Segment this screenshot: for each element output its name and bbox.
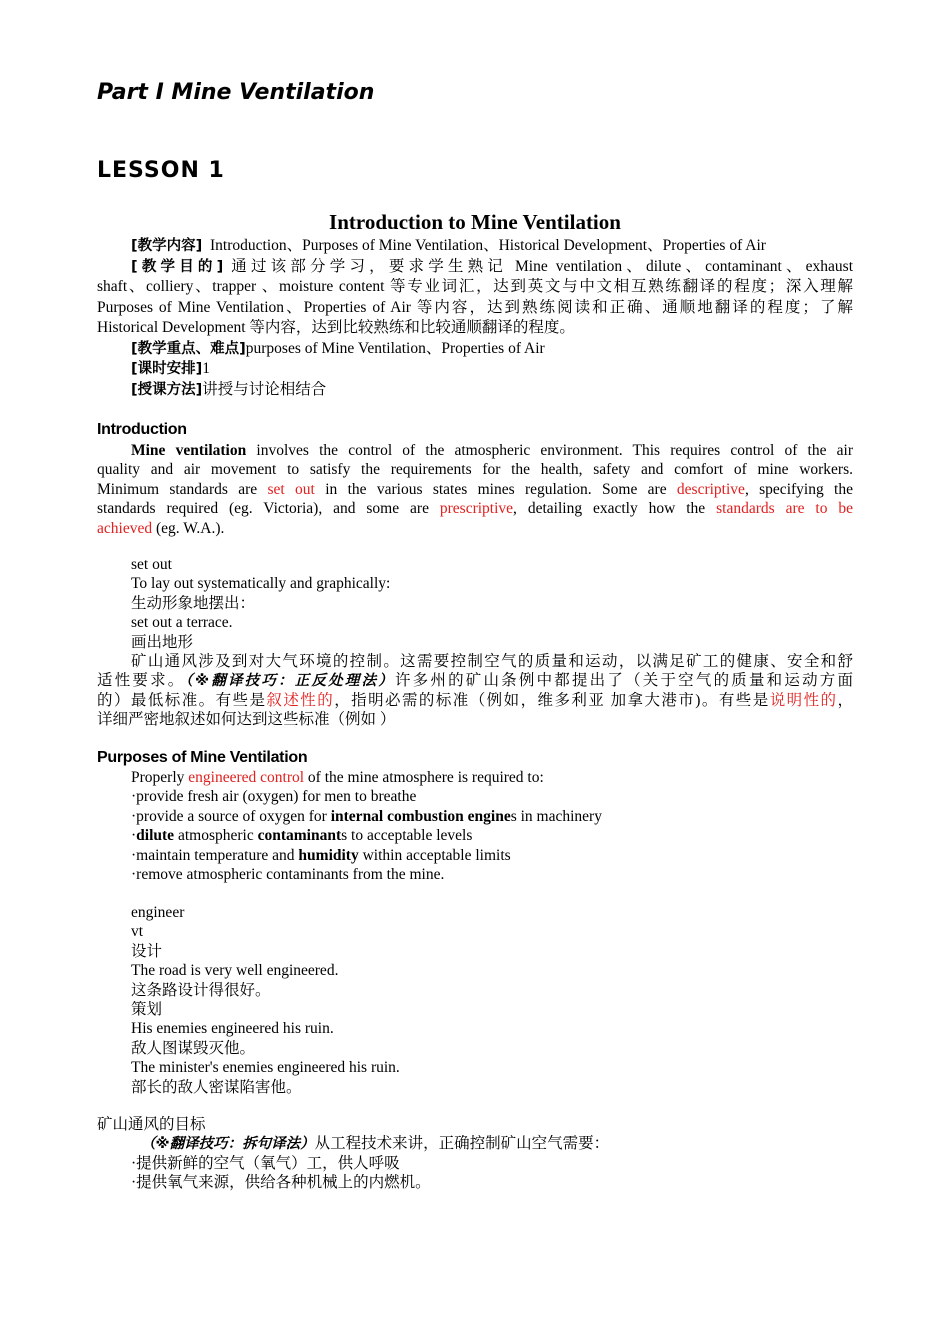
purpose-bullet xyxy=(97,846,853,866)
meta-hours-line xyxy=(97,359,853,380)
term-set-out: set out xyxy=(267,480,315,498)
cn-line-3 xyxy=(97,691,853,710)
intro-chinese-translation xyxy=(97,652,853,730)
vocab-line: 画出地形 xyxy=(131,633,194,651)
purposes-chinese-translation xyxy=(97,1115,853,1193)
vocab-line: 敌人图谋毁灭他。 xyxy=(131,1039,256,1057)
meta-hours-label: [课时安排] xyxy=(131,361,203,377)
cn-line-2 xyxy=(97,671,853,690)
intro-para-line-1 xyxy=(97,441,853,461)
cn-text-2b: 许多州的矿山条例中都提出了（关于空气的质量和运动方面 xyxy=(394,672,853,690)
vocab-line: 这条路设计得很好。 xyxy=(131,981,271,999)
cn-text-2a: 适性要求。 xyxy=(97,672,186,690)
intro-text-3a: Minimum standards are xyxy=(97,480,268,498)
lead-text-a: Properly xyxy=(131,768,189,786)
bullet-text: atmospheric xyxy=(174,827,258,844)
meta-goal-line-3: Purposes of Mine Ventilation、Properties of Air 等内容，达到熟练阅读和正确、通顺地翻译的程度；了解 xyxy=(97,298,853,316)
purposes-section xyxy=(97,748,853,885)
meta-goal-line-1 xyxy=(97,257,853,278)
intro-text-4b: , detailing exactly how the xyxy=(513,500,717,517)
term-standards-achieved: standards are to be xyxy=(716,500,853,517)
term-internal-combustion-engine: internal combustion engine xyxy=(330,807,511,825)
term-prescriptive: prescriptive xyxy=(439,500,514,517)
cn-purposes-lead xyxy=(97,1134,853,1153)
bullet-text: s in machinery xyxy=(510,807,602,825)
intro-text-4a: standards required (eg. Victoria), and some are xyxy=(97,500,440,517)
cn-purposes-heading: 矿山通风的目标 xyxy=(97,1116,206,1133)
term-achieved: achieved xyxy=(97,519,153,537)
meta-method-text: 讲授与讨论相结合 xyxy=(202,380,327,398)
cn-line-4: 详细严密地叙述如何达到这些标准（例如 ） xyxy=(97,711,396,729)
vocab-line: 策划 xyxy=(131,1000,163,1018)
vocab-line: 设计 xyxy=(131,942,163,960)
purposes-heading: Purposes of Mine Ventilation xyxy=(97,749,308,766)
purpose-bullet: ·remove atmospheric contaminants from the mine. xyxy=(131,866,445,883)
meta-focus-text: purposes of Mine Ventilation、Properties of Air xyxy=(245,339,545,357)
cn-line-1: 矿山通风涉及到对大气环境的控制。这需要控制空气的质量和运动，以满足矿工的健康、安全和舒 xyxy=(131,653,853,670)
part-title: Part I Mine Ventilation xyxy=(97,80,375,105)
cn-term-descriptive: 叙述性的 xyxy=(266,691,335,709)
bullet-text: ·maintain temperature and xyxy=(131,846,299,864)
cn-text-3a: 的）最低标准。有些是 xyxy=(97,691,267,709)
teaching-meta xyxy=(97,236,853,400)
intro-text-5: (eg. W.A.). xyxy=(152,519,225,537)
vocab-line: The road is very well engineered. xyxy=(131,962,339,980)
meta-goal-label: [教学目的] xyxy=(131,258,224,275)
meta-content-text: Introduction、Purposes of Mine Ventilation、Historical Development、Properties of Air xyxy=(210,237,766,254)
term-descriptive: descriptive xyxy=(676,480,745,498)
vocab-engineer xyxy=(97,903,853,1097)
meta-method-label: [授课方法] xyxy=(131,381,203,398)
bullet-text: s to acceptable levels xyxy=(341,827,473,844)
translation-tip: （※翻译技巧：正反处理法） xyxy=(185,673,395,690)
term-contaminant: contaminant xyxy=(257,827,342,844)
vocab-line: set out xyxy=(131,556,172,573)
purpose-bullet: ·provide fresh air (oxygen) for men to breathe xyxy=(131,788,417,805)
intro-para-line-3 xyxy=(97,480,853,500)
vocab-line: 生动形象地摆出： xyxy=(131,594,256,612)
intro-para-line-4 xyxy=(97,499,853,519)
meta-goal-line-2: shaft、colliery、trapper 、moisture content 等专业词汇，达到英文与中文相互熟练翻译的程度；深入理解 xyxy=(97,278,853,295)
lesson-title: LESSON 1 xyxy=(97,158,225,183)
intro-text-1: involves the control of the atmospheric environment. This requires control of the air xyxy=(246,441,853,459)
meta-content-label: [教学内容] xyxy=(131,238,203,254)
lead-text-b: of the mine atmosphere is required to: xyxy=(304,768,544,786)
purpose-bullet xyxy=(97,826,853,846)
vocab-line: engineer xyxy=(131,904,185,921)
cn-lead-text: 从工程技术来讲，正确控制矿山空气需要： xyxy=(314,1135,610,1153)
intro-para-line-5 xyxy=(97,519,853,539)
meta-hours-text: 1 xyxy=(202,360,211,377)
cn-term-prescriptive: 说明性的 xyxy=(769,691,838,709)
term-mine-ventilation: Mine ventilation xyxy=(131,441,247,459)
purposes-lead xyxy=(97,768,853,788)
meta-goal-text-1: 通过该部分学习，要求学生熟记 Mine ventilation、dilute、contaminant、exhaust xyxy=(231,257,853,275)
cn-text-3b: ，指明必需的标准（例如，维多利亚 加拿大港市)。有些是 xyxy=(334,691,770,709)
cn-purpose-bullet: ·提供新鲜的空气（氧气）工，供人呼吸 xyxy=(131,1154,400,1172)
vocab-line: set out a terrace. xyxy=(131,614,233,632)
term-dilute: dilute xyxy=(136,827,175,844)
purpose-bullet xyxy=(97,807,853,827)
vocab-set-out xyxy=(97,555,853,652)
bullet-text: ·provide a source of oxygen for xyxy=(131,807,331,825)
intro-text-3b: in the various states mines regulation. Some are xyxy=(314,480,677,498)
meta-focus-label: [教学重点、难点] xyxy=(131,340,246,357)
term-humidity: humidity xyxy=(298,846,359,864)
intro-text-3c: , specifying the xyxy=(744,480,853,498)
bullet-text: · xyxy=(131,827,137,844)
term-engineered-control: engineered control xyxy=(188,768,305,786)
meta-content-line xyxy=(97,236,853,257)
meta-method-line xyxy=(97,380,853,401)
intro-para-line-2: quality and air movement to satisfy the requirements for the health, safety and comfort of mine workers. xyxy=(97,461,853,478)
cn-text-3c: ， xyxy=(837,691,853,709)
bullet-text: within acceptable limits xyxy=(358,846,511,864)
translation-tip: （※翻译技巧：拆句译法） xyxy=(141,1136,315,1153)
meta-focus-line xyxy=(97,339,853,360)
vocab-line: To lay out systematically and graphically: xyxy=(131,575,391,593)
introduction-section xyxy=(97,420,853,538)
meta-goal-line-4: Historical Development 等内容，达到比较熟练和比较通顺翻译的程度。 xyxy=(97,319,575,336)
vocab-line: vt xyxy=(131,923,144,941)
introduction-heading: Introduction xyxy=(97,421,187,438)
cn-purpose-bullet: ·提供氧气来源，供给各种机械上的内燃机。 xyxy=(131,1174,431,1192)
vocab-line: His enemies engineered his ruin. xyxy=(131,1020,334,1038)
document-title: Introduction to Mine Ventilation xyxy=(329,210,621,234)
vocab-line: The minister's enemies engineered his ruin. xyxy=(131,1059,400,1077)
vocab-line: 部长的敌人密谋陷害他。 xyxy=(131,1078,302,1096)
